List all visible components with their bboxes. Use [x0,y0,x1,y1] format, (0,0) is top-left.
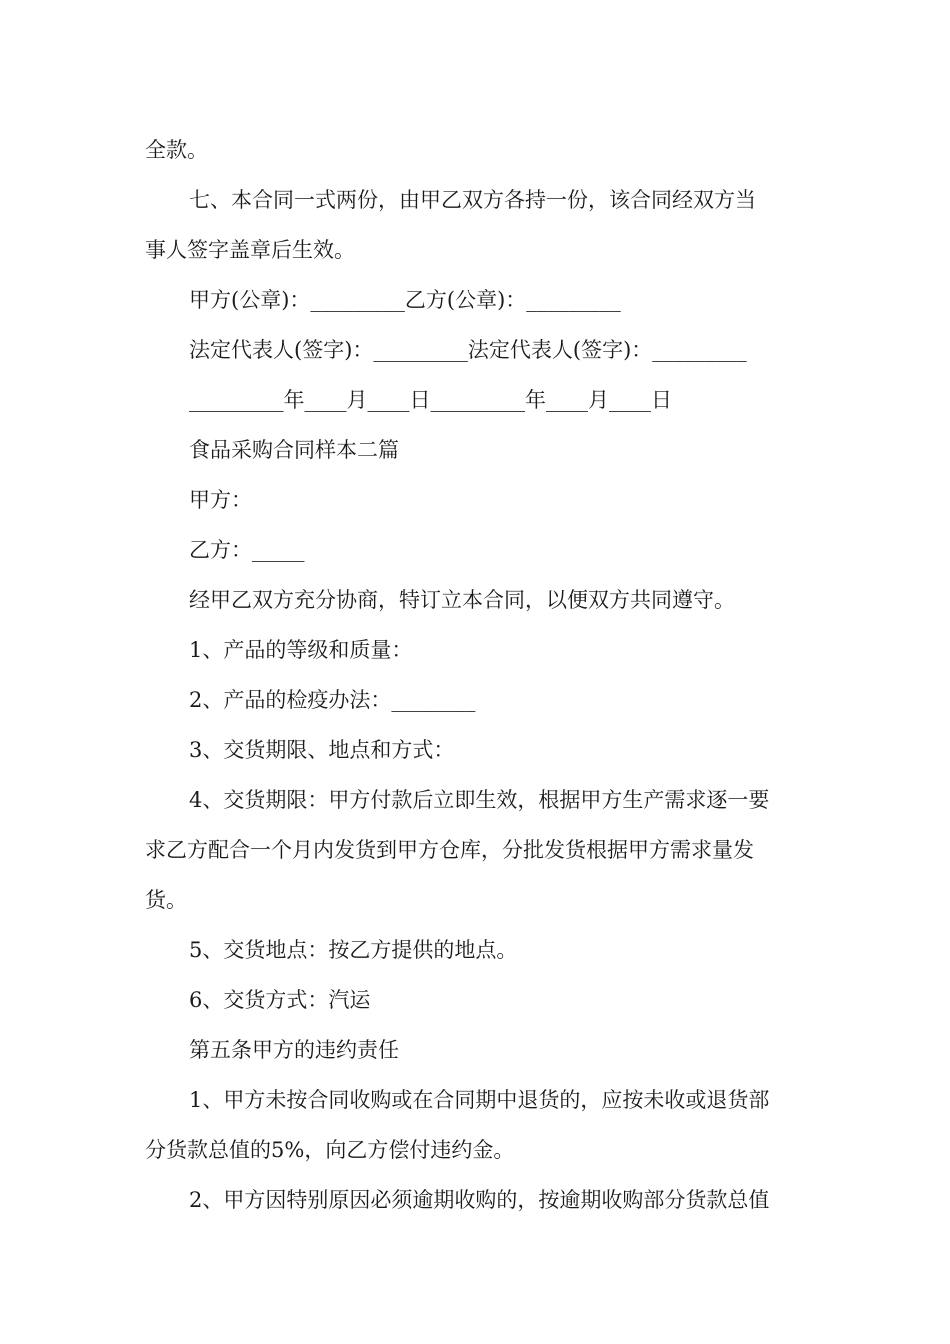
item-6-line: 6、交货方式：汽运 [189,988,371,1012]
date-line: _________年____月____日_________年____月____日 [189,388,672,412]
preamble-line: 经甲乙双方充分协商，特订立本合同，以便双方共同遵守。 [189,588,735,612]
party-b-line: 乙方：_____ [189,538,305,562]
seal-line: 甲方(公章)：_________乙方(公章)：_________ [189,288,621,312]
representative-signature-line: 法定代表人(签字)：_________法定代表人(签字)：_________ [189,338,747,362]
item-4-line-1: 4、交货期限：甲方付款后立即生效，根据甲方生产需求逐一要 [189,788,770,812]
text-line-continuation: 全款。 [145,138,208,162]
clause-7-line-2: 事人签字盖章后生效。 [145,238,355,262]
article-5-heading: 第五条甲方的违约责任 [189,1038,399,1062]
liability-2-line-1: 2、甲方因特别原因必须逾期收购的，按逾期收购部分货款总值 [189,1188,770,1212]
clause-7-line-1: 七、本合同一式两份，由甲乙双方各持一份，该合同经双方当 [189,188,756,212]
item-3-line: 3、交货期限、地点和方式： [189,738,455,762]
item-5-line: 5、交货地点：按乙方提供的地点。 [189,938,518,962]
liability-1-line-2: 分货款总值的5%，向乙方偿付违约金。 [145,1138,515,1162]
item-4-line-2: 求乙方配合一个月内发货到甲方仓库，分批发货根据甲方需求量发 [145,838,754,862]
section-title: 食品采购合同样本二篇 [189,438,399,462]
item-4-line-3: 货。 [145,888,187,912]
item-2-line: 2、产品的检疫办法：________ [189,688,476,712]
item-1-line: 1、产品的等级和质量： [189,638,413,662]
party-a-line: 甲方： [189,488,252,512]
liability-1-line-1: 1、甲方未按合同收购或在合同期中退货的，应按未收或退货部 [189,1088,770,1112]
